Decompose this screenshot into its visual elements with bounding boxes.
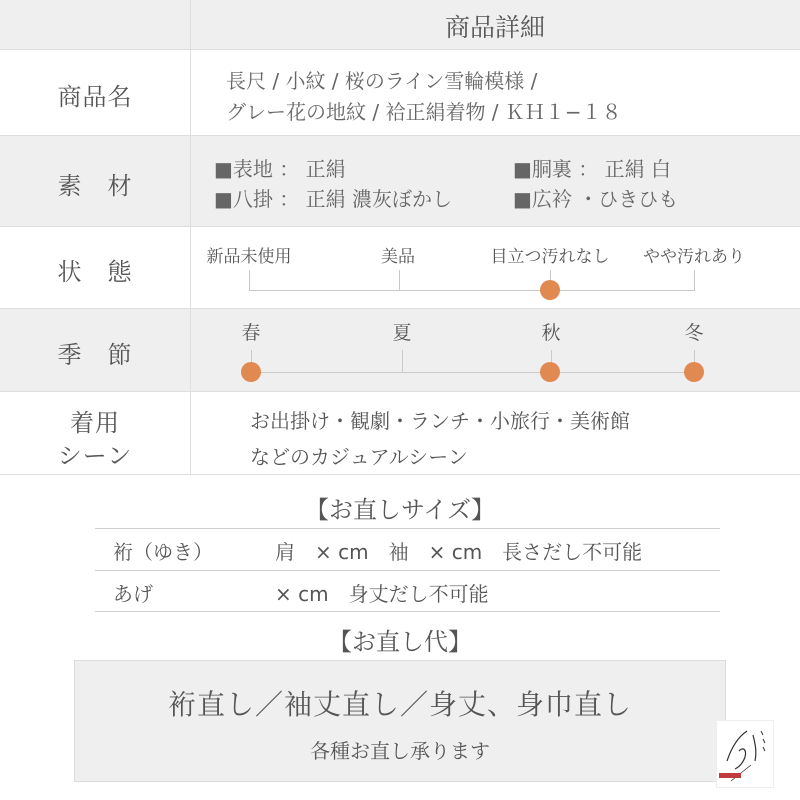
season-label-spring: 春 (241, 322, 261, 344)
row-label-scene-1: 着用 (70, 409, 120, 437)
row-label-name: 商品名 (57, 83, 133, 111)
size-row1-label: 裄（ゆき） (113, 540, 213, 564)
divider (95, 570, 720, 571)
material-hiroeri: ■広衿 ・ひきひも (513, 187, 679, 211)
size-row1-value: 肩 × cm 袖 × cm 長さだし不可能 (275, 540, 643, 564)
column-divider (190, 0, 191, 474)
divider (0, 135, 800, 136)
divider (0, 308, 800, 309)
condition-tick (694, 270, 695, 291)
season-label-winter: 冬 (684, 322, 704, 344)
season-tick (402, 350, 403, 372)
season-scale-axis (251, 372, 695, 373)
row-label-scene-2: シーン (57, 442, 133, 470)
scene-line2: などのカジュアルシーン (250, 445, 468, 469)
divider (0, 226, 800, 227)
row-label-material: 素 材 (57, 172, 133, 200)
row-label-season: 季 節 (57, 341, 133, 369)
page-title: 商品詳細 (444, 13, 545, 42)
alteration-fee-main: 裄直し／袖丈直し／身丈、身巾直し (167, 688, 632, 721)
material-douura: ■胴裏 ： 正絹 白 (513, 157, 671, 181)
divider (0, 391, 800, 392)
product-name-line2: グレー花の地紋 / 袷正絹着物 / ＫＨ１−１８ (226, 100, 622, 124)
product-name-line1: 長尺 / 小紋 / 桜のライン雪輪模様 / (226, 69, 538, 93)
alteration-size-title: 【お直しサイズ】 (304, 496, 496, 524)
condition-selected-dot (540, 280, 560, 300)
row-label-condition: 状 態 (57, 258, 133, 286)
alteration-fee-box (74, 660, 726, 782)
condition-tick (399, 270, 400, 291)
season-dot-spring (241, 362, 261, 382)
size-row2-label: あげ (113, 582, 153, 606)
season-dot-winter (684, 362, 704, 382)
brand-logo (716, 720, 774, 788)
condition-label-slightly-dirty: やや汚れあり (643, 247, 745, 267)
material-omote: ■表地 ： 正絹 (214, 157, 346, 181)
divider (0, 474, 800, 475)
scene-line1: お出掛け・観劇・ランチ・小旅行・美術館 (250, 409, 630, 433)
size-row2-value: × cm 身丈だし不可能 (275, 582, 489, 606)
divider (95, 528, 720, 529)
divider (0, 49, 800, 50)
condition-label-clean: 目立つ汚れなし (490, 247, 610, 267)
condition-tick (249, 270, 250, 291)
condition-scale-axis (249, 290, 695, 291)
alteration-fee-sub: 各種お直し承ります (310, 739, 490, 763)
condition-label-good: 美品 (381, 247, 415, 267)
season-dot-autumn (540, 362, 560, 382)
season-label-autumn: 秋 (541, 322, 561, 344)
season-label-summer: 夏 (392, 322, 412, 344)
condition-label-new: 新品未使用 (206, 247, 292, 267)
divider (95, 611, 720, 612)
material-hakake: ■八掛 ： 正絹 濃灰ぼかし (214, 187, 452, 211)
brand-logo-mark (717, 721, 773, 787)
alteration-fee-title: 【お直し代】 (328, 628, 472, 656)
